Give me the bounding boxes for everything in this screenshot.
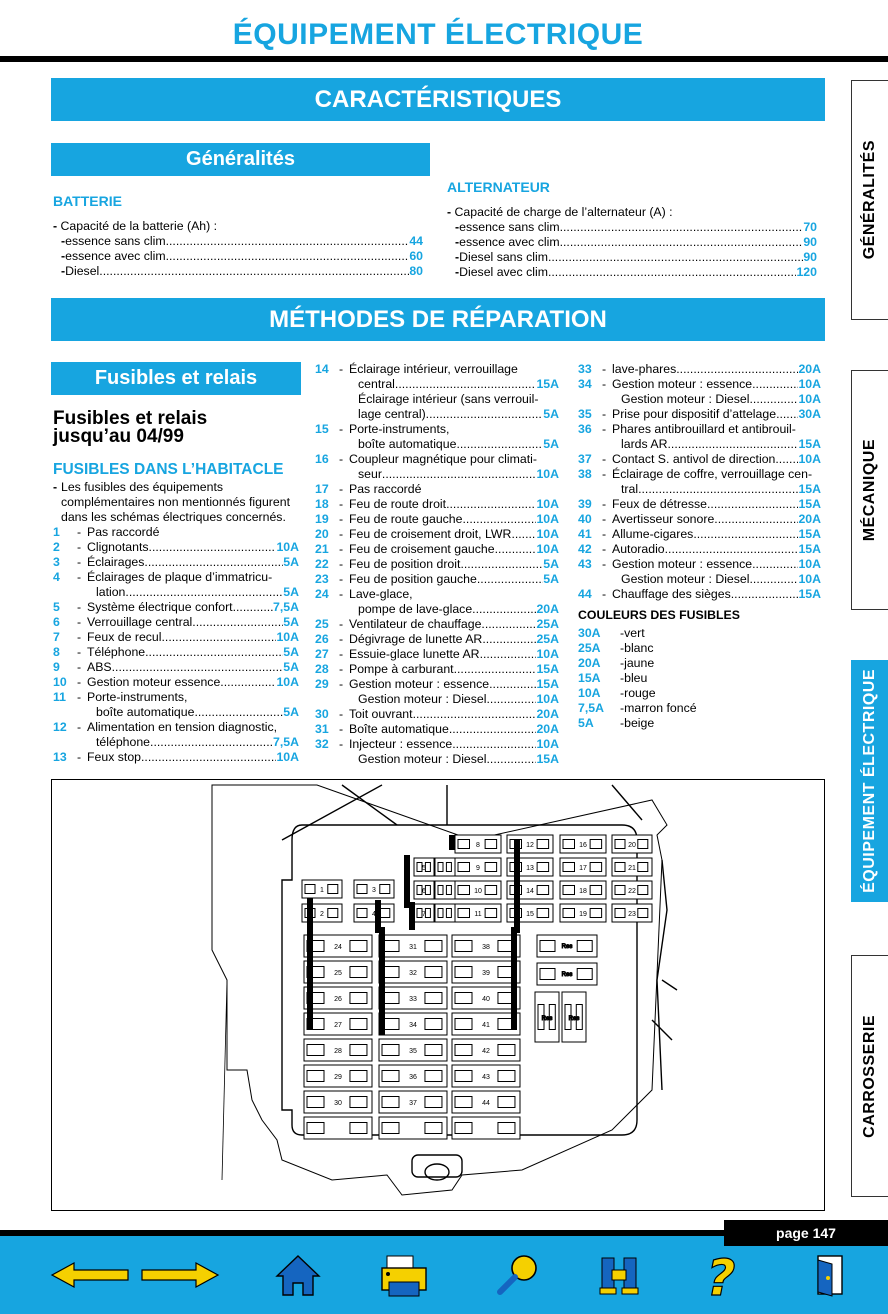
fuse-number: 31 bbox=[409, 944, 417, 951]
fuse-entry: 5 - Système électrique confort ..... 7,5A bbox=[53, 600, 299, 615]
fuse bbox=[414, 881, 434, 899]
home-icon[interactable] bbox=[272, 1250, 324, 1300]
fuse bbox=[379, 1013, 447, 1035]
tab-mecanique[interactable]: MÉCANIQUE bbox=[851, 370, 888, 610]
fuse-number: 5 bbox=[422, 865, 426, 872]
section-generalites: Généralités bbox=[51, 143, 430, 176]
fuse bbox=[354, 880, 394, 898]
fuse-number: 27 bbox=[334, 1022, 342, 1029]
fuse-entry: 17 - Pas raccordé bbox=[315, 482, 422, 496]
relay-label: Res bbox=[561, 972, 573, 978]
fuse bbox=[304, 961, 372, 983]
tab-carrosserie[interactable]: CARROSSERIE bbox=[851, 955, 888, 1197]
fuse-number: 35 bbox=[409, 1048, 417, 1055]
fuse-entry: 37 - Contact S. antivol de direction ..... 10A bbox=[578, 452, 821, 467]
fuse-entry: 7 - Feux de recul ..... 10A bbox=[53, 630, 299, 645]
fuse bbox=[304, 935, 372, 957]
fuse-entry: 39 - Feux de détresse ..... 15A bbox=[578, 497, 821, 512]
fuse-number: 33 bbox=[409, 996, 417, 1003]
fuse-number: 3 bbox=[372, 887, 376, 894]
fuse-number: 13 bbox=[526, 865, 534, 872]
fuse-entry: 15 - Porte-instruments, boîte automatique ..... 5A bbox=[315, 422, 559, 452]
fuse-entry: 10 - Gestion moteur essence ..... 10A bbox=[53, 675, 299, 690]
fuse-number: 21 bbox=[628, 865, 636, 872]
page-title: ÉQUIPEMENT ÉLECTRIQUE bbox=[232, 18, 644, 51]
fuse-number: 17 bbox=[579, 865, 587, 872]
relay-label: Res bbox=[541, 1016, 553, 1022]
fuse-entry: 24 - Lave-glace, pompe de lave-glace ..... 20A bbox=[315, 587, 559, 617]
fuse-entry: 30 - Toit ouvrant ..... 20A bbox=[315, 707, 559, 722]
fuse-number: 41 bbox=[482, 1022, 490, 1029]
fuse-number: 18 bbox=[579, 888, 587, 895]
fuse-entry: 1 - Pas raccordé bbox=[53, 525, 160, 539]
fuses-column-1 bbox=[53, 410, 299, 765]
fuse-entry: 44 - Chauffage des sièges ..... 15A bbox=[578, 587, 821, 602]
fuse-number: 42 bbox=[482, 1048, 490, 1055]
fuse bbox=[507, 835, 553, 853]
batterie-row: - essence sans clim ..... 44 bbox=[53, 234, 423, 249]
fuse bbox=[455, 904, 501, 922]
fuse-entry: 40 - Avertisseur sonore ..... 20A bbox=[578, 512, 821, 527]
fusibles-subtitle: Fusibles et relais jusqu’au 04/99 bbox=[53, 408, 208, 447]
habitacle-intro: - Les fusibles des équipements complémentaires non mentionnés figurent dans les schémas électriques concernés. bbox=[53, 480, 290, 524]
fuse bbox=[612, 858, 652, 876]
fuse bbox=[455, 858, 501, 876]
tab-generalites[interactable]: GÉNÉRALITÉS bbox=[851, 80, 888, 320]
section-fusibles-relais: Fusibles et relais bbox=[51, 362, 301, 395]
batterie-block bbox=[53, 193, 423, 279]
fuse bbox=[304, 1065, 372, 1087]
fuse-number: 30 bbox=[334, 1100, 342, 1107]
fuse-number: 1 bbox=[320, 887, 324, 894]
fuse-number: 40 bbox=[482, 996, 490, 1003]
fuse-number: 11 bbox=[474, 911, 482, 918]
fuse bbox=[455, 835, 501, 853]
alternateur-row: - essence sans clim ..... 70 bbox=[447, 220, 817, 235]
fuse-entry: 29 - Gestion moteur : essence ..... 15A Gestion moteur : Diesel ..... 10A bbox=[315, 677, 559, 707]
fuse-entry: 28 - Pompe à carburant ..... 15A bbox=[315, 662, 559, 677]
fuse-number: 32 bbox=[409, 970, 417, 977]
fuse bbox=[612, 904, 652, 922]
fuse-number: 23 bbox=[628, 911, 636, 918]
batterie-intro: - Capacité de la batterie (Ah) : bbox=[53, 219, 218, 233]
forward-arrow-icon[interactable] bbox=[140, 1250, 220, 1300]
fuse-entry: 38 - Éclairage de coffre, verrouillage cen- tral ..... 15A bbox=[578, 467, 821, 497]
fuse-number: 36 bbox=[409, 1074, 417, 1081]
fuse bbox=[435, 858, 455, 876]
fuse bbox=[379, 961, 447, 983]
couleurs-title: COULEURS DES FUSIBLES bbox=[578, 608, 740, 622]
fuse bbox=[379, 1039, 447, 1061]
alternateur-row: - essence avec clim ..... 90 bbox=[447, 235, 817, 250]
fuse-entry: 26 - Dégivrage de lunette AR ..... 25A bbox=[315, 632, 559, 647]
exit-icon[interactable] bbox=[806, 1250, 850, 1300]
fuse-number: 10 bbox=[474, 888, 482, 895]
fuse bbox=[507, 858, 553, 876]
back-arrow-icon[interactable] bbox=[50, 1250, 130, 1300]
fuse bbox=[379, 1117, 447, 1139]
fuse-entry: 3 - Éclairages ..... 5A bbox=[53, 555, 299, 570]
fuse-number: 38 bbox=[482, 944, 490, 951]
fuse bbox=[452, 1091, 520, 1113]
fuse-color-row: 20A - jaune bbox=[578, 656, 655, 670]
fuse-color-row: 5A - beige bbox=[578, 716, 655, 730]
fuse bbox=[612, 835, 652, 853]
fuse bbox=[452, 1065, 520, 1087]
fuse bbox=[379, 935, 447, 957]
fuse bbox=[435, 881, 455, 899]
fuse-entry: 22 - Feu de position droit ..... 5A bbox=[315, 557, 559, 572]
fuse-number: 14 bbox=[526, 888, 534, 895]
fuse-number: 8 bbox=[476, 842, 480, 849]
fuse-entry: 41 - Allume-cigares ..... 15A bbox=[578, 527, 821, 542]
alternateur-title: ALTERNATEUR bbox=[447, 179, 550, 195]
fuse-number: 22 bbox=[628, 888, 636, 895]
section-methodes: MÉTHODES DE RÉPARATION bbox=[51, 298, 825, 341]
batterie-row: - Diesel ..... 80 bbox=[53, 264, 423, 279]
fuse-color-row: 15A - bleu bbox=[578, 671, 648, 685]
alternateur-row: - Diesel avec clim ..... 120 bbox=[447, 265, 817, 280]
fuse-entry: 42 - Autoradio ..... 15A bbox=[578, 542, 821, 557]
fuse-entry: 20 - Feu de croisement droit, LWR ..... 10A bbox=[315, 527, 559, 542]
fuse-entry: 27 - Essuie-glace lunette AR ..... 10A bbox=[315, 647, 559, 662]
fuse-entry: 8 - Téléphone ..... 5A bbox=[53, 645, 299, 660]
fuse bbox=[507, 881, 553, 899]
fuse bbox=[304, 1039, 372, 1061]
fuse bbox=[414, 904, 434, 922]
alternateur-row: - Diesel sans clim ..... 90 bbox=[447, 250, 817, 265]
page-number: page 147 bbox=[724, 1220, 888, 1246]
batterie-row: - essence avec clim ..... 60 bbox=[53, 249, 423, 264]
fuse-number: 15 bbox=[526, 911, 534, 918]
fuse-number: 24 bbox=[334, 944, 342, 951]
fuse bbox=[452, 987, 520, 1009]
fuse bbox=[560, 858, 606, 876]
binoculars-icon[interactable] bbox=[593, 1250, 645, 1300]
fuse bbox=[452, 1039, 520, 1061]
relay-label: Res bbox=[561, 944, 573, 950]
fuse-number: 20 bbox=[628, 842, 636, 849]
fuse bbox=[379, 1065, 447, 1087]
fuse-number: 28 bbox=[334, 1048, 342, 1055]
fuse-entry: 34 - Gestion moteur : essence ..... 10A Gestion moteur : Diesel ..... 10A bbox=[578, 377, 821, 407]
fuse-number: 12 bbox=[526, 842, 534, 849]
fuse-number: 29 bbox=[334, 1074, 342, 1081]
fuse-number: 43 bbox=[482, 1074, 490, 1081]
fuse-number: 26 bbox=[334, 996, 342, 1003]
fuse bbox=[414, 858, 434, 876]
fuse-number: 34 bbox=[409, 1022, 417, 1029]
fuse-entry: 19 - Feu de route gauche ..... 10A bbox=[315, 512, 559, 527]
batterie-title: BATTERIE bbox=[53, 193, 122, 209]
print-icon[interactable] bbox=[378, 1250, 430, 1300]
fuse bbox=[452, 935, 520, 957]
fuse bbox=[302, 880, 342, 898]
fuse bbox=[452, 1013, 520, 1035]
tab-equipement-electrique[interactable]: ÉQUIPEMENT ÉLECTRIQUE bbox=[851, 660, 888, 902]
fuse-color-row: 10A - rouge bbox=[578, 686, 656, 700]
fuse bbox=[304, 1013, 372, 1035]
fuse-number: 4 bbox=[372, 911, 376, 918]
fuse-entry: 11 - Porte-instruments, boîte automatique ..... 5A bbox=[53, 690, 299, 720]
svg-text:?: ? bbox=[706, 1251, 736, 1299]
alternateur-intro: - Capacité de charge de l’alternateur (A) : bbox=[447, 205, 673, 219]
fuse-entry: 36 - Phares antibrouillard et antibrouil- lards AR ..... 15A bbox=[578, 422, 821, 452]
habitacle-title: FUSIBLES DANS L’HABITACLE bbox=[53, 461, 284, 478]
fuse bbox=[455, 881, 501, 899]
fuse bbox=[304, 987, 372, 1009]
fuse bbox=[560, 835, 606, 853]
relay-label: Res bbox=[568, 1016, 580, 1022]
fuse-entry: 4 - Éclairages de plaque d’immatricu- lation ..... 5A bbox=[53, 570, 299, 600]
fuses-column-3 bbox=[578, 362, 821, 731]
fuse-color-row: 30A - vert bbox=[578, 626, 645, 640]
fuse-number: 39 bbox=[482, 970, 490, 977]
fuse bbox=[304, 1117, 372, 1139]
fuse-number: 6 bbox=[422, 888, 426, 895]
fuse-box-diagram bbox=[51, 779, 825, 1211]
fuse-entry: 31 - Boîte automatique ..... 20A bbox=[315, 722, 559, 737]
fuse bbox=[612, 881, 652, 899]
fuse-number: 25 bbox=[334, 970, 342, 977]
section-caracteristiques: CARACTÉRISTIQUES bbox=[51, 78, 825, 121]
fuse bbox=[507, 904, 553, 922]
fuse-color-row: 25A - blanc bbox=[578, 641, 654, 655]
fuse-entry: 23 - Feu de position gauche ..... 5A bbox=[315, 572, 559, 587]
fuse bbox=[435, 904, 455, 922]
fuse-number: 9 bbox=[476, 865, 480, 872]
fuse-box-drawing bbox=[52, 780, 824, 1210]
fuse-entry: 32 - Injecteur : essence ..... 10A Gestion moteur : Diesel ..... 15A bbox=[315, 737, 559, 767]
fuse-number: 44 bbox=[482, 1100, 490, 1107]
fuse bbox=[379, 987, 447, 1009]
fuse-entry: 16 - Coupleur magnétique pour climati- seur ..... 10A bbox=[315, 452, 559, 482]
fuse bbox=[452, 961, 520, 983]
fuse bbox=[379, 1091, 447, 1113]
fuse-entry: 33 - lave-phares ..... 20A bbox=[578, 362, 821, 377]
fuse-entry: 21 - Feu de croisement gauche ..... 10A bbox=[315, 542, 559, 557]
fuse-number: 2 bbox=[320, 911, 324, 918]
title-rule bbox=[0, 56, 888, 62]
fuses-column-2 bbox=[315, 362, 559, 767]
fuse bbox=[560, 881, 606, 899]
fuse-entry: 13 - Feux stop ..... 10A bbox=[53, 750, 299, 765]
fuse-entry: 12 - Alimentation en tension diagnostic, téléphone ..... 7,5A bbox=[53, 720, 299, 750]
help-icon[interactable] bbox=[690, 1250, 752, 1300]
fuse bbox=[452, 1117, 520, 1139]
fuse-entry: 9 - ABS ..... 5A bbox=[53, 660, 299, 675]
footer-navigation-bar bbox=[0, 1236, 888, 1314]
fuse-entry: 2 - Clignotants ..... 10A bbox=[53, 540, 299, 555]
fuse-entry: 43 - Gestion moteur : essence ..... 10A Gestion moteur : Diesel ..... 10A bbox=[578, 557, 821, 587]
search-icon[interactable] bbox=[493, 1250, 545, 1300]
fuse bbox=[354, 904, 394, 922]
fuse bbox=[304, 1091, 372, 1113]
fuse-number: 37 bbox=[409, 1100, 417, 1107]
alternateur-block bbox=[447, 179, 817, 280]
fuse-entry: 18 - Feu de route droit ..... 10A bbox=[315, 497, 559, 512]
fuse-number: 16 bbox=[579, 842, 587, 849]
fuse-entry: 14 - Éclairage intérieur, verrouillage central ..... 15A Éclairage intérieur (sans verrouil- lage central) ..... 5A bbox=[315, 362, 559, 422]
fuse-entry: 6 - Verrouillage central ..... 5A bbox=[53, 615, 299, 630]
fuse-entry: 35 - Prise pour dispositif d’attelage ..... 30A bbox=[578, 407, 821, 422]
fuse bbox=[560, 904, 606, 922]
fuse-number: 7 bbox=[422, 911, 426, 918]
fuse-entry: 25 - Ventilateur de chauffage ..... 25A bbox=[315, 617, 559, 632]
fuse-color-row: 7,5A - marron foncé bbox=[578, 701, 697, 715]
fuse-number: 19 bbox=[579, 911, 587, 918]
